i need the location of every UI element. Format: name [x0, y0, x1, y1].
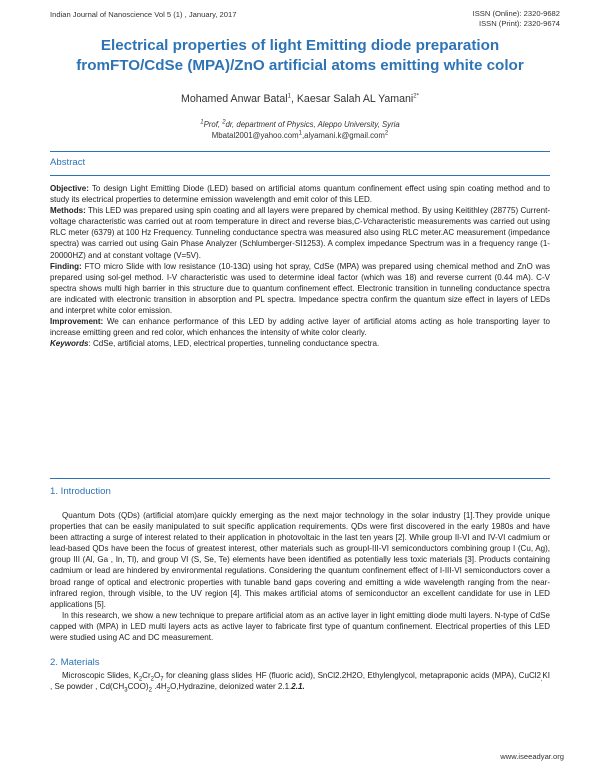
materials-body — [50, 670, 550, 692]
intro-paragraph-1: Quantum Dots (QDs) (artificial atom)are quickly emerging as the next major technology in the solar industry [1].They provide unique properties that can be easily manipulated to suit specific application requirements. QDs were first discovered in the early 1980s and have been attracting a surge of interest related to their application in photovoltaic in the last ten years [2]. While group II-VI and IV-VI cadmium or lead-based QDs have been the focus of greatest interest, other materials such as groupI-III-VI semiconductors combining group I (Cu, Ag), group III (Al, Ga , In, Tl), and group VI (S, Se, Te) elements have been identified as potentially less toxic materials [3]. Products containing cadmium or lead are hindered by environmental regulations. Considering the quantum confinement effect of I-III-VI semiconductors cover a broad range of optical and electronic properties with tunable band gaps covering and emitting a wide wavelength ranging from the near-infrared region, through visible, to the UV region [4]. This makes artificial atoms of semiconductor an excellent candidate for use in LED applications [5]. — [50, 511, 550, 609]
materials-paragraph — [50, 670, 550, 692]
introduction-body — [50, 510, 550, 643]
affil-sup-1: 1 — [200, 119, 204, 126]
mat-t7: COO) — [127, 682, 149, 692]
methods-label: Methods: — [50, 206, 86, 216]
methods-text-b: characteristic measurements was carried out using RLC meter (6379) at 100 Hz Frequency. Tunneling conductance spectra was measured also using RLC meter.AC measurement (impedance spectra) was carried out using Gain Phase Analyzer (Schlumberger-SI1253). A complex impedance Spectrum was in a frequency range (1-20000HZ) and at constant voltage (V=5V). — [50, 217, 550, 260]
methods-cv: C-V — [354, 217, 368, 227]
objective-label: Objective: — [50, 184, 89, 193]
keywords-text: : CdSe, artificial atoms, LED, electrical properties, tunneling conductance spectra. — [88, 339, 380, 349]
keywords-label: Keywords — [50, 339, 89, 349]
divider-top — [50, 151, 550, 152]
author-2: Kaesar Salah AL Yamani — [296, 93, 414, 105]
title-line-1: Electrical properties of light Emitting diode preparation — [100, 37, 500, 54]
affil-dept: dr, department of Physics, Aleppo University, Syria — [225, 120, 400, 129]
email-2: alyamani.k@gmail.com — [304, 131, 385, 140]
email-separator: , — [301, 131, 305, 140]
finding-text: FTO micro Slide with low resistance (10-13Ω) using hot spray, CdSe (MPA) was prepared using chemical method and ZnO was prepared using sol-gel method. I-V characteristic was used to determine ideal factor (which was 18) and reverse current (0.44 mA). C-V spectra shows multi high barrier in this structure due to quantum confinement effect. Electronic transition in tunneling conductance spectra are indicated with electronic transition in absorption and PL spectra. Impedance spectra confirm the quantum size effect in layers of LEDs and interpret white color emission. — [50, 261, 550, 316]
abstract-methods — [50, 205, 550, 260]
finding-label: Finding: — [50, 261, 82, 271]
email-1: Mbatal2001@yahoo.com — [211, 131, 299, 140]
author-separator: , — [290, 93, 297, 105]
affil-prof: Prof, — [203, 120, 223, 129]
author-1-sup: 1 — [287, 93, 291, 100]
journal-header: Indian Journal of Nanoscience Vol 5 (1) , January, 2017 — [50, 10, 237, 19]
mat-t2: Cr — [142, 671, 151, 680]
author-2-sup: 2* — [413, 93, 419, 100]
mat-t4-sub: ‚ — [252, 676, 254, 683]
author-1: Mohamed Anwar Batal — [181, 93, 288, 105]
mat-t4: for cleaning glass slides — [163, 671, 253, 680]
affil-sup-2: 2 — [222, 119, 226, 126]
affiliation — [40, 119, 560, 141]
objective-text: To design Light Emitting Diode (LED) based on artificial atoms quantum confinement effect using spin coating method and to study its electrical properties to determine emission wavelength and emit color of this LED. — [50, 184, 550, 205]
abstract-objective — [50, 183, 550, 205]
mat-h-sub: 2 — [166, 687, 171, 694]
title-line-2: fromFTO/CdSe (MPA)/ZnO artificial atoms emitting white color — [76, 57, 524, 74]
author-list — [40, 93, 560, 105]
abstract-keywords — [50, 338, 550, 349]
methods-text-a: This LED was prepared using spin coating and all layers were prepared by chemical method. By using Keitithley (28775) Current-voltage characteristic was carried out at room temperature in direct and reverse bias, — [50, 206, 550, 227]
mat-section-ref: 2.1. — [291, 682, 305, 692]
mat-k-sub: 2 — [138, 676, 143, 683]
mat-t8: .4H — [151, 682, 167, 692]
divider-abstract — [50, 175, 550, 176]
improvement-label: Improvement: — [50, 317, 104, 327]
mat-t6: KI , Se powder , Cd(CH — [50, 671, 550, 692]
paper-title — [40, 36, 560, 76]
issn-print: ISSN (Print): 2320-9674 — [478, 19, 560, 28]
improvement-text: We can enhance performance of this LED by adding active layer of artificial atoms acting as hole transporting layer to increase emitting green and red color, which enhances the intensity of white color clearly. — [50, 317, 550, 338]
abstract-improvement — [50, 316, 550, 338]
materials-heading: 2. Materials — [50, 657, 100, 668]
issn-block — [473, 9, 560, 29]
mat-t1: Microscopic Slides, K — [62, 671, 139, 680]
divider-abstract-end — [50, 478, 550, 479]
footer-site[interactable]: www.iseeadyar.org — [500, 752, 564, 761]
affiliation-line — [40, 119, 560, 130]
email-2-sup: 2 — [384, 130, 389, 137]
issn-online: ISSN (Online): 2320-9682 — [472, 9, 560, 18]
abstract-body — [50, 183, 550, 349]
mat-o-sub: 7 — [160, 676, 164, 683]
mat-ch-sub: 3 — [124, 687, 128, 694]
mat-cr-sub: 2 — [150, 676, 155, 683]
abstract-heading: Abstract — [50, 157, 86, 168]
intro-paragraph-2: In this research, we show a new technique to prepare artificial atom as an active layer in light emitting diode multi layers. N-type of CdSe capped with (MPA) in LED multi layers acts as active layer to fabricate first type of quantum confinement. Electrical properties of this LED were studied using AC and DC measurement. — [50, 610, 550, 643]
mat-t9: O,Hydrazine, deionized water 2.1. — [170, 682, 292, 692]
mat-coo-sub: 2 — [148, 687, 152, 694]
email-line — [40, 130, 560, 141]
mat-t5: HF (fluoric acid), SnCl2.2H2O, Ethylenglycol, metapraponic acids (MPA), CuCl2 — [253, 671, 542, 680]
mat-t5-sub: ‚ — [541, 676, 543, 683]
email-1-sup: 1 — [298, 130, 302, 137]
introduction-heading: 1. Introduction — [50, 486, 111, 497]
abstract-finding — [50, 261, 550, 316]
mat-t3: O — [154, 671, 161, 680]
